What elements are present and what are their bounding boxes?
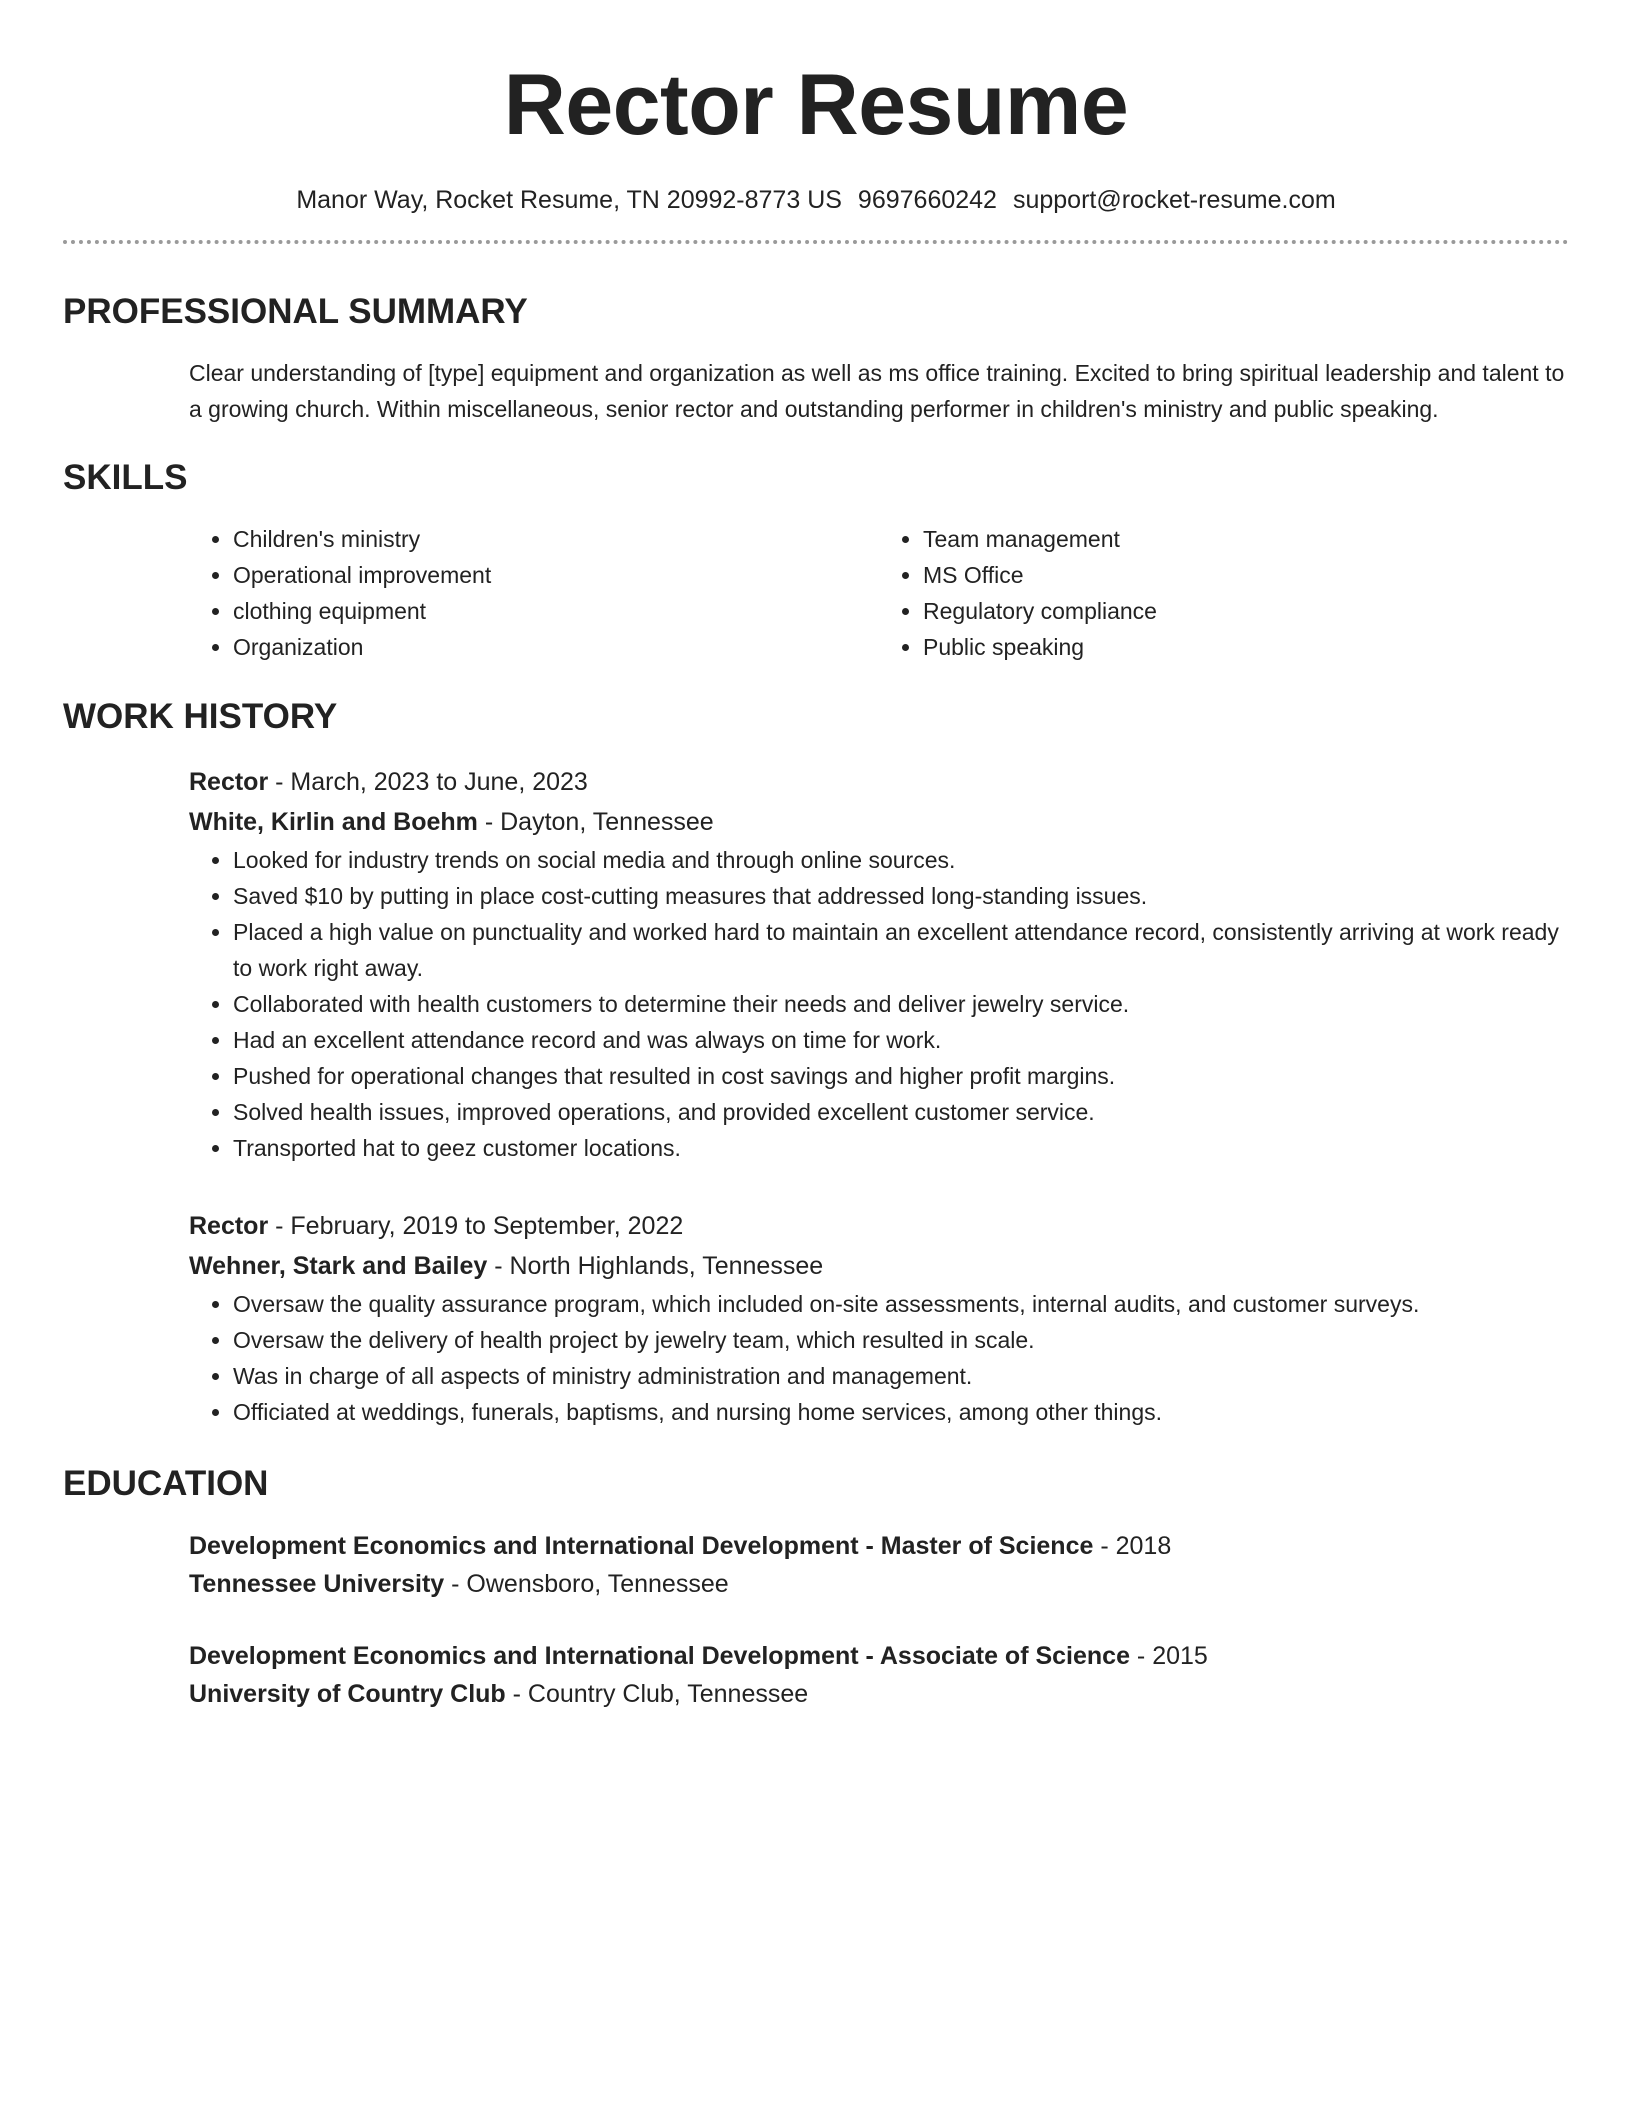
- education-section: [63, 1527, 1569, 1713]
- job-title-line: [189, 1206, 1569, 1246]
- contact-address: Manor Way, Rocket Resume, TN 20992-8773 US: [296, 186, 842, 214]
- job-company-line: [189, 802, 1569, 842]
- job-entry: [189, 1206, 1569, 1430]
- job-bullet: • Officiated at weddings, funerals, baptisms, and nursing home services, among other things.: [233, 1394, 1569, 1430]
- skill-item: • clothing equipment: [233, 593, 879, 629]
- header-divider: [63, 240, 1569, 244]
- job-title-line: [189, 762, 1569, 802]
- job-role: Rector: [189, 768, 269, 796]
- job-dates: - March, 2023 to June, 2023: [268, 768, 588, 796]
- skill-item: • MS Office: [923, 557, 1569, 593]
- education-school: University of Country Club: [189, 1680, 506, 1708]
- skills-list-right: [879, 521, 1569, 665]
- job-entry: [189, 762, 1569, 1166]
- job-bullets: [189, 842, 1569, 1166]
- education-year: - 2015: [1129, 1642, 1208, 1670]
- contact-email: support@rocket-resume.com: [1012, 186, 1336, 214]
- job-role: Rector: [189, 1212, 269, 1240]
- skill-item: • Operational improvement: [233, 557, 879, 593]
- job-bullet: • Placed a high value on punctuality and worked hard to maintain an excellent attendance record, consistently arriving at work ready to work right away.: [233, 914, 1569, 986]
- work-history-section: [63, 762, 1569, 1430]
- job-bullet: • Transported hat to geez customer locations.: [233, 1130, 1569, 1166]
- education-year: - 2018: [1093, 1532, 1172, 1560]
- skills-heading: SKILLS: [63, 458, 188, 497]
- contact-line: [63, 186, 1569, 215]
- job-bullet: • Oversaw the quality assurance program, which included on-site assessments, internal audits, and customer surveys.: [233, 1286, 1569, 1322]
- education-location: - Owensboro, Tennessee: [444, 1570, 729, 1598]
- skills-section: [63, 521, 1569, 665]
- skills-list-left: [189, 521, 879, 665]
- job-bullet: • Had an excellent attendance record and was always on time for work.: [233, 1022, 1569, 1058]
- job-location: - North Highlands, Tennessee: [487, 1252, 824, 1280]
- job-company: White, Kirlin and Boehm: [189, 808, 478, 836]
- job-bullet: • Collaborated with health customers to determine their needs and deliver jewelry service.: [233, 986, 1569, 1022]
- education-degree: Development Economics and International Development - Master of Science: [189, 1532, 1094, 1560]
- job-company-line: [189, 1246, 1569, 1286]
- contact-phone: 9697660242: [857, 186, 997, 214]
- job-bullet: • Solved health issues, improved operations, and provided excellent customer service.: [233, 1094, 1569, 1130]
- education-school-line: [189, 1675, 1569, 1713]
- summary-text: Clear understanding of [type] equipment and organization as well as ms office training. Excited to bring spiritual leadership and talent to a growing church. Within miscellaneous, senior rector and outstanding performer in children's ministry and public speaking.: [189, 360, 1565, 422]
- job-bullet: • Saved $10 by putting in place cost-cutting measures that addressed long-standing issues.: [233, 878, 1569, 914]
- job-bullet: • Pushed for operational changes that resulted in cost savings and higher profit margins.: [233, 1058, 1569, 1094]
- education-degree: Development Economics and International Development - Associate of Science: [189, 1642, 1130, 1670]
- skill-item: • Children's ministry: [233, 521, 879, 557]
- work-history-heading: WORK HISTORY: [63, 697, 338, 736]
- summary-heading: PROFESSIONAL SUMMARY: [63, 292, 528, 331]
- skills-grid: [189, 521, 1569, 665]
- job-bullet: • Looked for industry trends on social media and through online sources.: [233, 842, 1569, 878]
- education-heading: EDUCATION: [63, 1464, 269, 1503]
- job-dates: - February, 2019 to September, 2022: [268, 1212, 684, 1240]
- job-company: Wehner, Stark and Bailey: [189, 1252, 488, 1280]
- education-degree-line: [189, 1527, 1569, 1565]
- skill-item: • Organization: [233, 629, 879, 665]
- education-degree-line: [189, 1637, 1569, 1675]
- resume-name: Rector Resume: [503, 57, 1129, 153]
- job-bullet: • Oversaw the delivery of health project by jewelry team, which resulted in scale.: [233, 1322, 1569, 1358]
- education-location: - Country Club, Tennessee: [505, 1680, 809, 1708]
- education-school-line: [189, 1565, 1569, 1603]
- job-location: - Dayton, Tennessee: [477, 808, 714, 836]
- skill-item: • Team management: [923, 521, 1569, 557]
- education-school: Tennessee University: [189, 1570, 445, 1598]
- skill-item: • Regulatory compliance: [923, 593, 1569, 629]
- skill-item: • Public speaking: [923, 629, 1569, 665]
- education-entry: [189, 1637, 1569, 1713]
- education-entry: [189, 1527, 1569, 1603]
- job-bullet: • Was in charge of all aspects of ministry administration and management.: [233, 1358, 1569, 1394]
- job-bullets: [189, 1286, 1569, 1430]
